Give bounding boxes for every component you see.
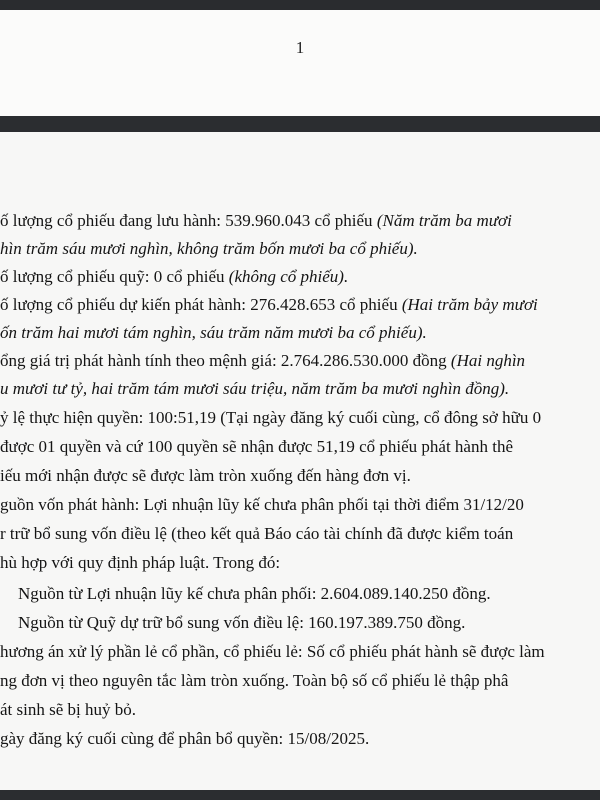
text-line bbox=[0, 266, 348, 288]
line-italic: (không cổ phiếu). bbox=[228, 267, 349, 286]
line-text: r trữ bổ sung vốn điều lệ (theo kết quả Báo cáo tài chính đã được kiểm toán bbox=[0, 524, 514, 543]
line-text: được 01 quyền và cứ 100 quyền sẽ nhận được 51,19 cổ phiếu phát hành thê bbox=[0, 437, 513, 456]
line-text: ng đơn vị theo nguyên tắc làm tròn xuống. Toàn bộ số cổ phiếu lẻ thập phâ bbox=[0, 671, 509, 690]
text-line bbox=[0, 322, 427, 344]
top-border bbox=[0, 0, 600, 10]
line-text: ỷ lệ thực hiện quyền: 100:51,19 (Tại ngày đăng ký cuối cùng, cổ đông sở hữu 0 bbox=[0, 408, 542, 427]
text-line bbox=[0, 699, 136, 721]
line-italic: (Năm trăm ba mươi bbox=[376, 211, 512, 230]
line-italic: u mươi tư tỷ, hai trăm tám mươi sáu triệu, năm trăm ba mươi nghìn đồng). bbox=[0, 379, 510, 398]
line-text: Nguồn từ Lợi nhuận lũy kế chưa phân phối: 2.604.089.140.250 đồng. bbox=[18, 584, 491, 603]
line-text: hương án xử lý phần lẻ cổ phần, cổ phiếu lẻ: Số cổ phiếu phát hành sẽ được làm bbox=[0, 642, 545, 661]
text-line bbox=[0, 436, 513, 458]
text-line bbox=[0, 294, 538, 316]
document-page bbox=[0, 132, 600, 790]
line-text: guồn vốn phát hành: Lợi nhuận lũy kế chưa phân phối tại thời điểm 31/12/20 bbox=[0, 495, 524, 514]
text-line bbox=[0, 523, 513, 545]
line-text: Nguồn từ Quỹ dự trữ bổ sung vốn điều lệ: 160.197.389.750 đồng. bbox=[18, 613, 466, 632]
text-line bbox=[0, 350, 525, 372]
line-text: iếu mới nhận được sẽ được làm tròn xuống đến hàng đơn vị. bbox=[0, 466, 411, 485]
text-line bbox=[0, 552, 280, 574]
text-line bbox=[0, 494, 524, 516]
text-line bbox=[0, 238, 418, 260]
text-line bbox=[0, 378, 509, 400]
line-text: ố lượng cổ phiếu quỹ: 0 cổ phiếu bbox=[0, 267, 229, 286]
line-text: gày đăng ký cuối cùng để phân bổ quyền: 15/08/2025. bbox=[0, 729, 370, 748]
text-line bbox=[0, 465, 411, 487]
text-line bbox=[18, 612, 465, 634]
previous-page-bottom bbox=[0, 10, 600, 116]
bottom-border bbox=[0, 790, 600, 800]
line-text: ố lượng cổ phiếu dự kiến phát hành: 276.428.653 cổ phiếu bbox=[0, 295, 402, 314]
line-text: ổng giá trị phát hành tính theo mệnh giá: 2.764.286.530.000 đồng bbox=[0, 351, 451, 370]
line-italic: ốn trăm hai mươi tám nghìn, sáu trăm năm mươi ba cổ phiếu). bbox=[0, 323, 427, 342]
line-italic: (Hai nghìn bbox=[450, 351, 526, 370]
page-number: 1 bbox=[295, 38, 305, 57]
text-line bbox=[0, 728, 369, 750]
text-line bbox=[0, 407, 541, 429]
text-line bbox=[18, 583, 491, 605]
line-text: hù hợp với quy định pháp luật. Trong đó: bbox=[0, 553, 281, 572]
page-separator bbox=[0, 116, 600, 132]
line-text: ố lượng cổ phiếu đang lưu hành: 539.960.043 cổ phiếu bbox=[0, 211, 377, 230]
line-text: át sinh sẽ bị huỷ bỏ. bbox=[0, 700, 136, 719]
line-italic: hìn trăm sáu mươi nghìn, không trăm bốn mươi ba cổ phiếu). bbox=[0, 239, 418, 258]
text-line bbox=[0, 210, 512, 232]
text-line bbox=[0, 641, 545, 663]
text-line bbox=[0, 670, 508, 692]
line-italic: (Hai trăm bảy mươi bbox=[401, 295, 538, 314]
